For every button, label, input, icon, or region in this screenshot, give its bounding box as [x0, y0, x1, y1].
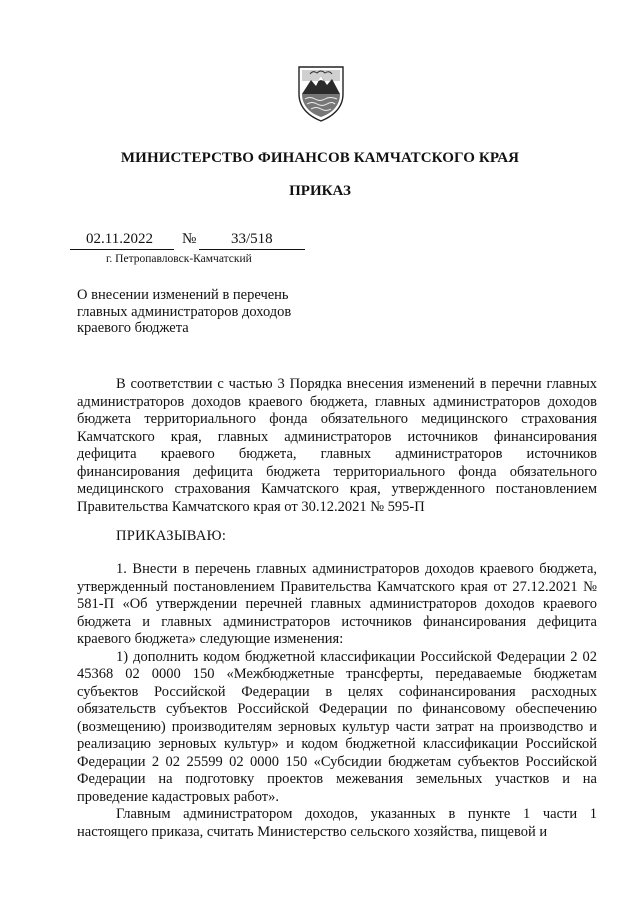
orders-word: ПРИКАЗЫВАЮ: [116, 528, 227, 544]
document-date: 02.11.2022 [86, 231, 153, 247]
order-items-block [77, 561, 597, 841]
number-underline [199, 249, 305, 250]
kamchatka-coat-of-arms-icon [296, 64, 346, 122]
document-type: ПРИКАЗ [289, 183, 351, 199]
item-1-1-paragraph: 1) дополнить кодом бюджетной классификации Российской Федерации 2 02 45368 02 0000 150 «Межбюджетные трансферты, передаваемые бюджетам субъектов Российской Федерации в целях софинансирования расходных обязательств субъектов Российской Федерации по финансовому обеспечению (возмещению) производителям зерновых культур части затрат на производство и реализацию зерновых культур» и кодом бюджетной классификации Российской Федерации 2 02 25599 02 0000 150 «Субсидии бюджетам субъектов Российской Федерации на подготовку проектов межевания земельных участков и на проведение кадастровых работ». [77, 648, 597, 805]
number-sign: № [182, 231, 197, 247]
preamble-paragraph: В соответствии с частью 3 Порядка внесения изменений в перечни главных администраторов доходов краевого бюджета, главных администраторов доходов бюджета территориального фонда обязательного медицинского страхования Камчатского края, главных администраторов источников финансирования дефицита краевого бюджета, главных администраторов источников финансирования дефицита бюджета территориального фонда обязательного медицинского страхования Камчатского края, утвержденного постановлением Правительства Камчатского края от 30.12.2021 № 595-П [77, 376, 597, 515]
ministry-name: МИНИСТЕРСТВО ФИНАНСОВ КАМЧАТСКОГО КРАЯ [120, 150, 520, 166]
item-1-paragraph: 1. Внести в перечень главных администраторов доходов краевого бюджета, утвержденный постановлением Правительства Камчатского края от 27.12.2021 № 581-П «Об утверждении перечней главных администраторов доходов краевого бюджета и главных администраторов источников финансирования дефицита краевого бюджета» следующие изменения: [77, 561, 597, 647]
item-1-2-paragraph: Главным администратором доходов, указанных в пункте 1 части 1 настоящего приказа, считать Министерство сельского хозяйства, пищевой и [77, 806, 597, 840]
date-underline [70, 249, 174, 250]
city-name: г. Петропавловск-Камчатский [106, 253, 252, 265]
document-subject: О внесении изменений в перечень главных администраторов доходов краевого бюджета [77, 287, 292, 336]
document-number: 33/518 [231, 231, 273, 247]
preamble-block [77, 376, 597, 516]
